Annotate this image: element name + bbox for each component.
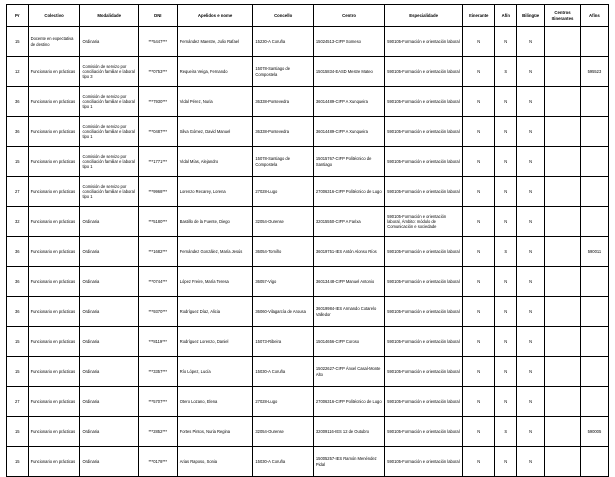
cell-bilingue: N [517,387,545,417]
cell-afin: N [495,297,517,327]
cell-centro: 15022627-CIFP Ánxel Casal-Monte Alto [313,357,384,387]
cell-itinerante: N [463,207,495,237]
cell-dni: ***2852*** [138,417,177,447]
column-header-centro: Centro [313,5,384,27]
cell-pr: 12 [7,57,29,87]
cell-pr: 15 [7,447,29,477]
cell-modalidade: Ordinaria [80,357,138,387]
cell-especialidade: 590105-Formación e orientación laboral [385,387,463,417]
cell-afins [580,447,608,477]
cell-itinerante: N [463,87,495,117]
cell-concello: 15030-A Coruña [253,447,314,477]
cell-centros-itinerantes [545,327,581,357]
cell-pr: 15 [7,147,29,177]
cell-centros-itinerantes [545,447,581,477]
cell-colectivo: Funcionario en prácticas [28,57,80,87]
cell-colectivo: Funcionario en prácticas [28,147,80,177]
cell-itinerante: N [463,177,495,207]
cell-pr: 32 [7,207,29,237]
cell-centros-itinerantes [545,177,581,207]
cell-afin: N [495,27,517,57]
cell-centros-itinerantes [545,387,581,417]
cell-dni: ***0744*** [138,267,177,297]
cell-modalidade: Ordinaria [80,417,138,447]
cell-itinerante: N [463,417,495,447]
cell-concello: 15230-A Coruña [253,27,314,57]
cell-concello: 27028-Lugo [253,177,314,207]
cell-bilingue: N [517,117,545,147]
cell-centros-itinerantes [545,207,581,237]
column-header-dni: DNI [138,5,177,27]
cell-modalidade: Comisión de servizo por conciliación familiar e laboral tipo 1 [80,177,138,207]
cell-centro: 36019984-IES Armando Cotarelo Valledor [313,297,384,327]
table-row [7,357,609,387]
cell-afin: N [495,177,517,207]
cell-colectivo: Docente en expectativa de destino [28,27,80,57]
cell-centro: 15005257-IES Ramón Menéndez Pidal [313,447,384,477]
cell-itinerante: N [463,357,495,387]
cell-dni: ***5447*** [138,27,177,57]
cell-dni: ***3357*** [138,357,177,387]
cell-centros-itinerantes [545,147,581,177]
cell-centros-itinerantes [545,357,581,387]
cell-modalidade: Ordinaria [80,27,138,57]
cell-concello: 15073-Ribeira [253,327,314,357]
table-row [7,237,609,267]
cell-itinerante: N [463,117,495,147]
cell-bilingue: N [517,177,545,207]
cell-afins: 595523 [580,57,608,87]
cell-apelidos-nome: Río López, Lucía [177,357,253,387]
cell-itinerante: N [463,57,495,87]
cell-apelidos-nome: Rodríguez Lorenzo, Daniel [177,327,253,357]
column-header-afin: Afín [495,5,517,27]
cell-afins [580,357,608,387]
cell-afin: N [495,147,517,177]
cell-colectivo: Funcionario en prácticas [28,297,80,327]
cell-centro: 15014656-CIFP Coroso [313,327,384,357]
cell-modalidade: Ordinaria [80,237,138,267]
cell-dni: ***5180*** [138,207,177,237]
cell-apelidos-nome: Vidal Pérez, Nuria [177,87,253,117]
cell-colectivo: Funcionario en prácticas [28,327,80,357]
cell-afins [580,147,608,177]
cell-bilingue: N [517,87,545,117]
table-row [7,147,609,177]
cell-especialidade: 590105-Formación e orientación laboral, Ámbito: módulo de Comunicación e sociedade [385,207,463,237]
column-header-afins: Afíns [580,5,608,27]
table-header-row [7,5,609,27]
cell-colectivo: Funcionario en prácticas [28,387,80,417]
cell-bilingue: N [517,27,545,57]
cell-modalidade: Comisión de servizo por conciliación familiar e laboral tipo 1 [80,87,138,117]
table-row [7,177,609,207]
cell-centro: 36014489-CIFP A Xunqueira [313,87,384,117]
cell-apelidos-nome: Fernández Maestre, Julio Rafael [177,27,253,57]
cell-pr: 15 [7,357,29,387]
cell-afins [580,87,608,117]
cell-afins [580,297,608,327]
cell-afins: 590011 [580,237,608,267]
cell-afin: N [495,387,517,417]
cell-itinerante: N [463,267,495,297]
cell-afins [580,117,608,147]
cell-concello: 15078-Santiago de Compostela [253,147,314,177]
cell-modalidade: Ordinaria [80,387,138,417]
table-row [7,117,609,147]
cell-modalidade: Ordinaria [80,207,138,237]
cell-concello: 32054-Ourense [253,207,314,237]
cell-afin: S [495,237,517,267]
cell-bilingue: N [517,297,545,327]
cell-especialidade: 590105-Formación e orientación laboral [385,117,463,147]
cell-afins [580,207,608,237]
cell-afin: N [495,357,517,387]
cell-apelidos-nome: Otero Lozano, Elena [177,387,253,417]
table-row [7,87,609,117]
cell-apelidos-nome: Vidal Mías, Alejandro [177,147,253,177]
cell-afin: N [495,327,517,357]
table-row [7,297,609,327]
cell-apelidos-nome: Fortes Pintos, Nuria Regina [177,417,253,447]
cell-pr: 36 [7,297,29,327]
cell-apelidos-nome: López Freire, María Teresa [177,267,253,297]
cell-dni: ***0753*** [138,57,177,87]
cell-apelidos-nome: Arias Raposo, Sonia [177,447,253,477]
cell-concello: 36060-Vilagarcía de Arousa [253,297,314,327]
cell-centro: 36019751-IES Antón Alonso Ríos [313,237,384,267]
cell-centros-itinerantes [545,297,581,327]
table-row [7,387,609,417]
column-header-colectivo: Colectivo [28,5,80,27]
cell-especialidade: 590105-Formación e orientación laboral [385,147,463,177]
cell-itinerante: N [463,27,495,57]
cell-colectivo: Funcionario en prácticas [28,417,80,447]
cell-afin: N [495,87,517,117]
cell-dni: ***8119*** [138,327,177,357]
cell-dni: ***0178*** [138,447,177,477]
cell-afins [580,267,608,297]
cell-itinerante: N [463,237,495,267]
column-header-concello: Concello [253,5,314,27]
cell-centros-itinerantes [545,417,581,447]
cell-bilingue: N [517,327,545,357]
cell-afins [580,327,608,357]
cell-itinerante: N [463,327,495,357]
column-header-modalidade: Modalidade [80,5,138,27]
cell-modalidade: Ordinaria [80,327,138,357]
cell-especialidade: 590105-Formación e orientación laboral [385,87,463,117]
cell-dni: ***5707*** [138,387,177,417]
cell-centros-itinerantes [545,267,581,297]
cell-centro: 32015550-CIFP A Farixa [313,207,384,237]
cell-centro: 36013448-CIFP Manuel Antonio [313,267,384,297]
cell-bilingue: N [517,267,545,297]
cell-concello: 32054-Ourense [253,417,314,447]
cell-especialidade: 590105-Formación e orientación laboral [385,327,463,357]
table-row [7,267,609,297]
cell-especialidade: 590105-Formación e orientación laboral [385,357,463,387]
cell-especialidade: 590105-Formación e orientación laboral [385,57,463,87]
cell-centro: 36014489-CIFP A Xunqueira [313,117,384,147]
cell-afins: 590005 [580,417,608,447]
cell-bilingue: N [517,147,545,177]
cell-especialidade: 590105-Formación e orientación laboral [385,27,463,57]
column-header-especialidade: Especialidade [385,5,463,27]
cell-afins [580,27,608,57]
cell-pr: 36 [7,267,29,297]
cell-centros-itinerantes [545,27,581,57]
cell-modalidade: Ordinaria [80,447,138,477]
cell-especialidade: 590105-Formación e orientación laboral [385,237,463,267]
cell-dni: ***9370*** [138,297,177,327]
cell-centro: 15024513-CIFP Someso [313,27,384,57]
cell-pr: 36 [7,237,29,267]
table-row [7,207,609,237]
assignments-table [6,4,609,477]
table-row [7,27,609,57]
cell-centros-itinerantes [545,57,581,87]
cell-concello: 27028-Lugo [253,387,314,417]
cell-afin: N [495,447,517,477]
cell-colectivo: Funcionario en prácticas [28,117,80,147]
cell-bilingue: N [517,357,545,387]
cell-itinerante: N [463,297,495,327]
cell-bilingue: N [517,237,545,267]
cell-modalidade: Ordinaria [80,297,138,327]
cell-modalidade: Comisión de servizo por conciliación familiar e laboral tipo 1 [80,147,138,177]
cell-especialidade: 590105-Formación e orientación laboral [385,177,463,207]
cell-concello: 36054-Tomiño [253,237,314,267]
cell-especialidade: 590105-Formación e orientación laboral [385,417,463,447]
cell-afin: S [495,57,517,87]
cell-especialidade: 590105-Formación e orientación laboral [385,267,463,297]
cell-centro: 32009116-IES 12 de Outubro [313,417,384,447]
cell-colectivo: Funcionario en prácticas [28,447,80,477]
cell-pr: 36 [7,117,29,147]
column-header-itinerante: Itinerante [463,5,495,27]
cell-centros-itinerantes [545,237,581,267]
cell-colectivo: Funcionario en prácticas [28,207,80,237]
column-header-pr: Pr [7,5,29,27]
cell-centro: 15015767-CIFP Politécnico de Santiago [313,147,384,177]
cell-colectivo: Funcionario en prácticas [28,267,80,297]
cell-pr: 27 [7,387,29,417]
cell-centro: 27006316-CIFP Politécnico de Lugo [313,387,384,417]
table-row [7,417,609,447]
cell-apelidos-nome: Silva Gómez, David Manuel [177,117,253,147]
cell-colectivo: Funcionario en prácticas [28,357,80,387]
cell-modalidade: Comisión de servizo por conciliación familiar e laboral tipo 3 [80,57,138,87]
cell-concello: 15078-Santiago de Compostela [253,57,314,87]
cell-dni: ***9968*** [138,177,177,207]
cell-afin: N [495,207,517,237]
cell-centros-itinerantes [545,117,581,147]
cell-afins [580,387,608,417]
cell-bilingue: N [517,57,545,87]
cell-afins [580,177,608,207]
cell-dni: ***7930*** [138,87,177,117]
cell-dni: ***1771*** [138,147,177,177]
cell-colectivo: Funcionario en prácticas [28,177,80,207]
cell-afin: N [495,267,517,297]
table-header [7,5,609,27]
cell-colectivo: Funcionario en prácticas [28,87,80,117]
cell-apelidos-nome: Fernández González, María Jesús [177,237,253,267]
cell-especialidade: 590105-Formación e orientación laboral [385,447,463,477]
cell-modalidade: Comisión de servizo por conciliación familiar e laboral tipo 1 [80,117,138,147]
table-row [7,57,609,87]
cell-centro: 15015834-EASD Mestre Mateo [313,57,384,87]
cell-colectivo: Funcionario en prácticas [28,237,80,267]
cell-afin: S [495,417,517,447]
cell-apelidos-nome: Requeira Veiga, Fernando [177,57,253,87]
column-header-centros-itinerantes: Centros Itinerantes [545,5,581,27]
cell-concello: 36338-Pontevedra [253,87,314,117]
cell-itinerante: N [463,147,495,177]
cell-pr: 15 [7,327,29,357]
cell-pr: 36 [7,87,29,117]
cell-pr: 15 [7,27,29,57]
cell-afin: N [495,117,517,147]
cell-concello: 36338-Pontevedra [253,117,314,147]
cell-concello: 36057-Vigo [253,267,314,297]
cell-especialidade: 590105-Formación e orientación laboral [385,297,463,327]
cell-pr: 15 [7,417,29,447]
table-body [7,27,609,477]
cell-dni: ***1682*** [138,237,177,267]
cell-dni: ***0487*** [138,117,177,147]
cell-itinerante: N [463,387,495,417]
cell-centros-itinerantes [545,87,581,117]
cell-apelidos-nome: Lorenzo Recarey, Lorena [177,177,253,207]
cell-centro: 27006316-CIFP Politécnico de Lugo [313,177,384,207]
cell-bilingue: N [517,417,545,447]
cell-modalidade: Ordinaria [80,267,138,297]
cell-pr: 27 [7,177,29,207]
cell-apelidos-nome: Bastillo de la Fuente, Diego [177,207,253,237]
table-row [7,327,609,357]
cell-apelidos-nome: Rodríguez Díaz, Alicia [177,297,253,327]
table-row [7,447,609,477]
cell-bilingue: N [517,207,545,237]
cell-concello: 15030-A Coruña [253,357,314,387]
column-header-apelidos-nome: Apelidos e nome [177,5,253,27]
column-header-bilingue: Bilingüe [517,5,545,27]
cell-itinerante: N [463,447,495,477]
cell-bilingue: N [517,447,545,477]
